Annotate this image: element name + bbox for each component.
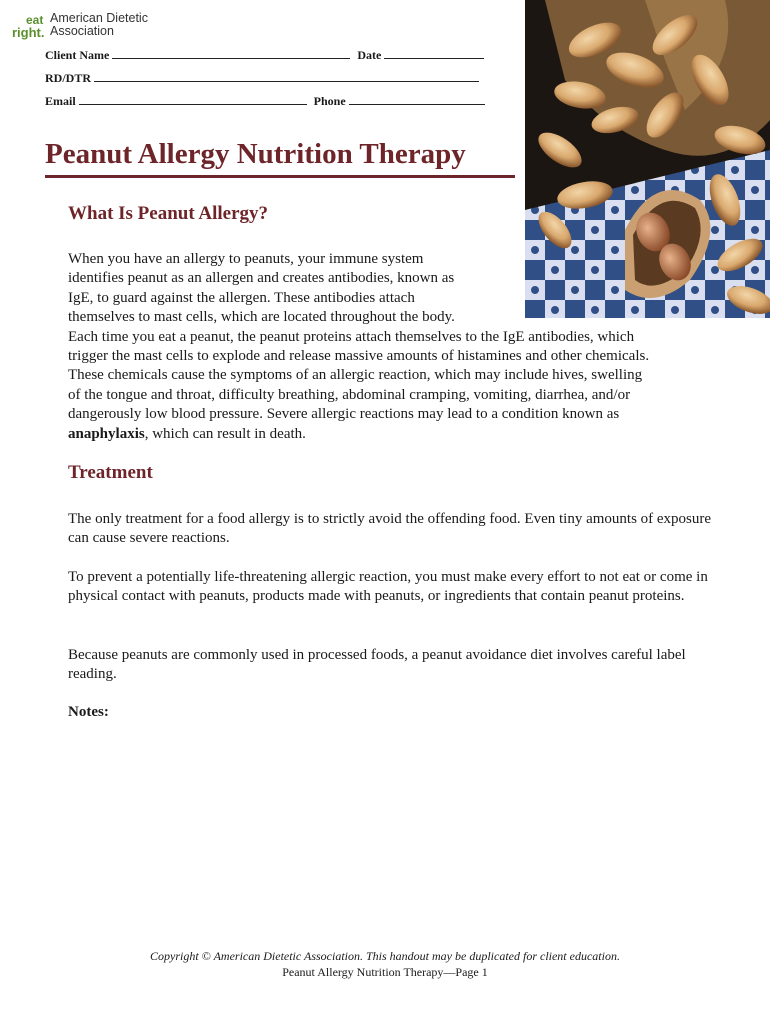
text-line: trigger the mast cells to explode and release massive amounts of histamines and other chemicals. — [68, 348, 650, 365]
text-line — [68, 425, 723, 444]
phone-field[interactable] — [349, 93, 485, 105]
text-line: dangerously low blood pressure. Severe allergic reactions may lead to a condition known as — [68, 406, 620, 423]
copyright-notice: Copyright © American Dietetic Association. This handout may be duplicated for client education. — [150, 949, 620, 963]
treatment-paragraph-2: To prevent a potentially life-threatening allergic reaction, you must make every effort to not eat or come in physical contact with peanuts, products made with peanuts, or ingredients that contain peanut proteins. — [68, 569, 708, 605]
treatment-heading: Treatment — [68, 462, 153, 483]
title-underline — [45, 175, 515, 178]
text-line: of the tongue and throat, difficulty breathing, abdominal cramping, vomiting, diarrhea, and/or — [68, 386, 631, 403]
form-row-rd — [45, 70, 483, 86]
what-is-heading: What Is Peanut Allergy? — [68, 203, 269, 224]
rd-dtr-label: RD/DTR — [45, 71, 92, 85]
text-line: When you have an allergy to peanuts, your immune system — [68, 251, 424, 267]
text-line: identifies peanut as an allergen and creates antibodies, known as — [68, 270, 455, 287]
logo-org-name — [50, 12, 148, 38]
eatright-logo — [10, 12, 160, 42]
svg-text:right.: right. — [12, 25, 45, 40]
text-line: These chemicals cause the symptoms of an allergic reaction, which may include hives, swelling — [68, 367, 643, 384]
text-line-rest: , which can result in death. — [144, 425, 306, 442]
form-row-email — [45, 93, 489, 109]
page-number: Peanut Allergy Nutrition Therapy—Page 1 — [282, 965, 488, 979]
treatment-paragraph-1: The only treatment for a food allergy is to strictly avoid the offending food. Even tiny amounts of exposure can cause severe reactions. — [68, 511, 712, 547]
notes-label: Notes: — [68, 704, 109, 720]
logo-org-line1: American Dietetic — [50, 11, 148, 25]
page-footer — [0, 948, 770, 980]
page-title: Peanut Allergy Nutrition Therapy — [45, 138, 466, 170]
date-label: Date — [357, 48, 382, 62]
client-name-field[interactable] — [112, 47, 350, 59]
text-line: themselves to mast cells, which are located throughout the body. — [68, 309, 455, 326]
client-name-label: Client Name — [45, 48, 110, 62]
email-label: Email — [45, 94, 76, 108]
text-line: Each time you eat a peanut, the peanut proteins attach themselves to the IgE antibodies, which — [68, 328, 635, 345]
anaphylaxis-term: anaphylaxis — [68, 425, 145, 442]
text-line: IgE, to guard against the allergen. These antibodies attach — [68, 289, 415, 306]
form-row-client — [45, 47, 488, 63]
what-is-paragraph — [68, 250, 723, 444]
svg-text:eat: eat — [26, 13, 44, 27]
phone-label: Phone — [313, 94, 346, 108]
date-field[interactable] — [384, 47, 484, 59]
rd-dtr-field[interactable] — [94, 70, 479, 82]
treatment-paragraph-3: Because peanuts are commonly used in processed foods, a peanut avoidance diet involves careful label reading. — [68, 647, 686, 683]
eatright-logo-mark — [10, 12, 48, 40]
logo-org-line2: Association — [50, 24, 114, 38]
email-field[interactable] — [79, 93, 307, 105]
